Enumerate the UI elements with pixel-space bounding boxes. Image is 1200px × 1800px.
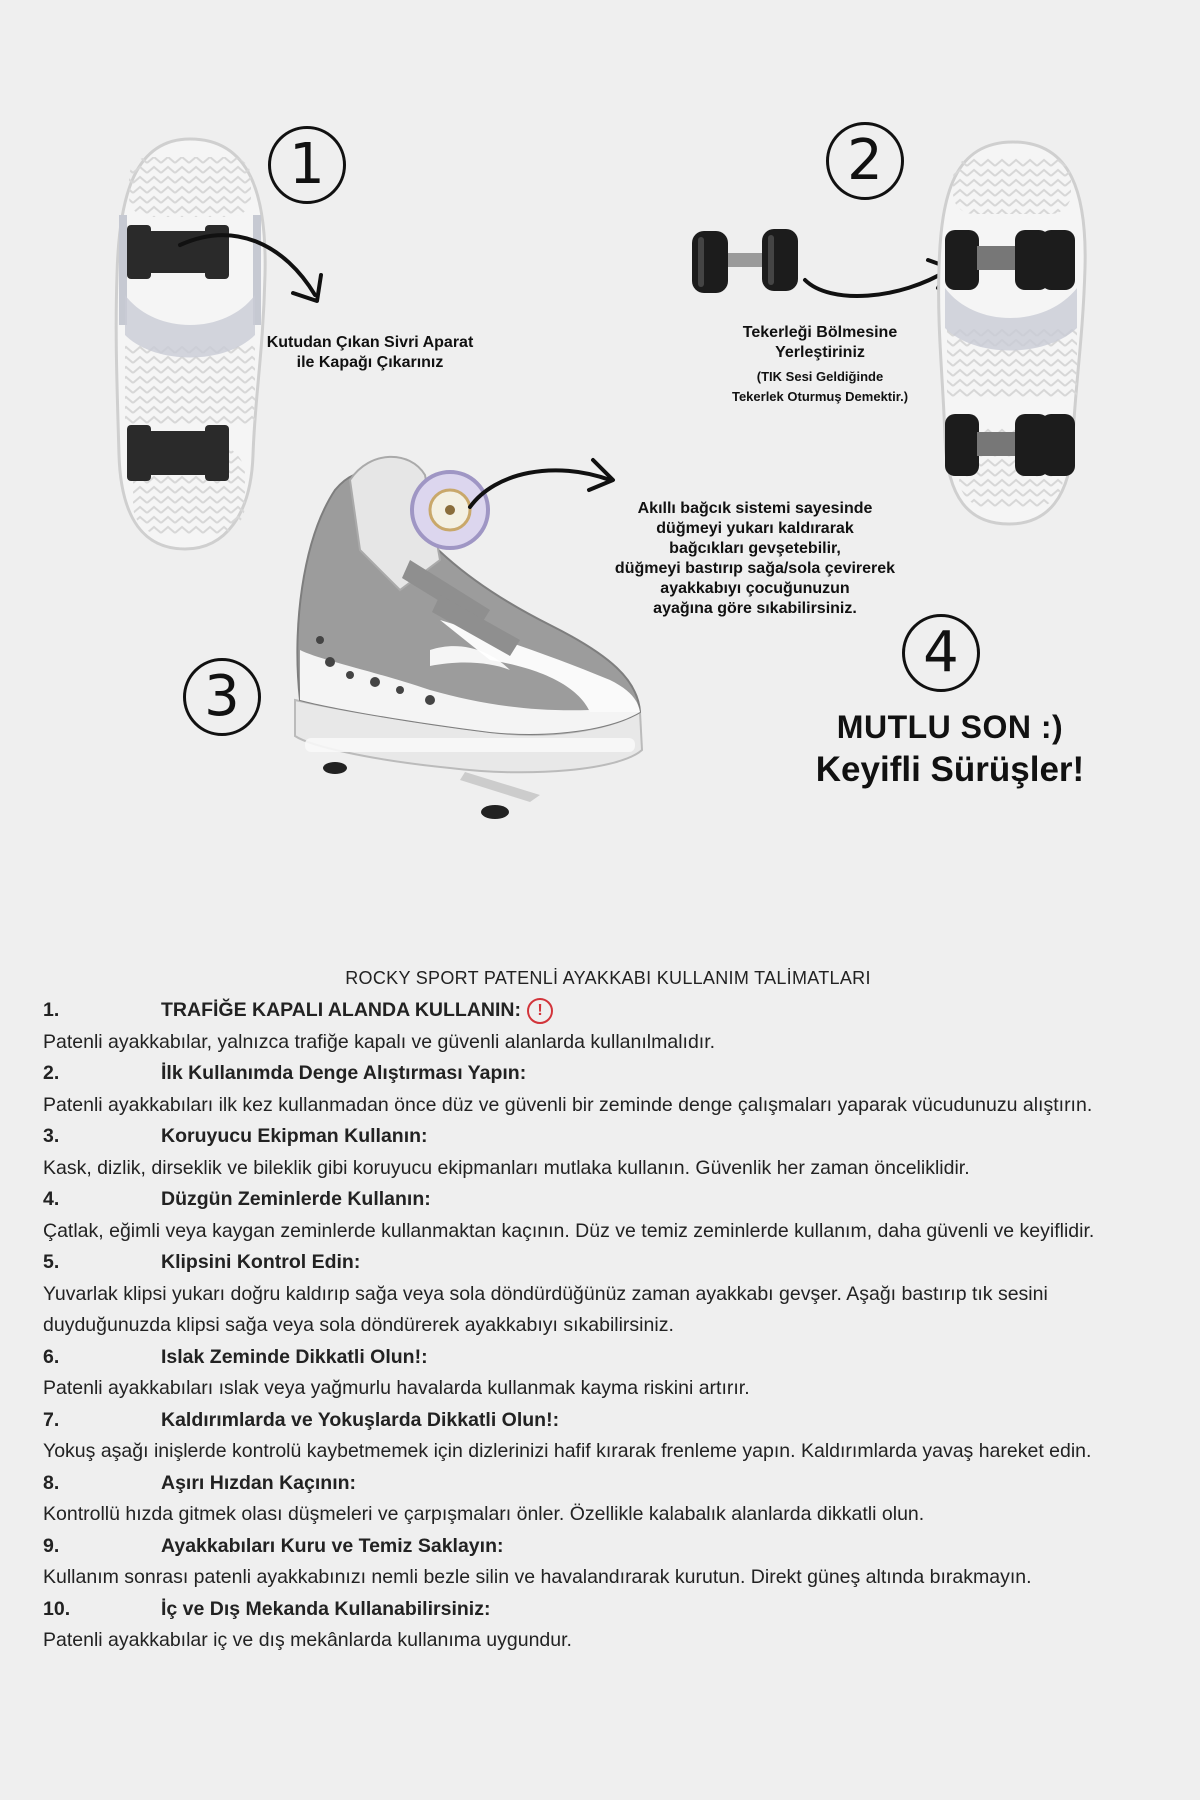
item-heading: Islak Zeminde Dikkatli Olun!:: [161, 1345, 428, 1368]
warning-icon: !: [527, 998, 553, 1024]
step-2-note: (TIK Sesi Geldiğinde Tekerlek Oturmuş Demektir.): [731, 369, 909, 404]
item-body: Patenli ayakkabılar, yalnızca trafiğe kapalı ve güvenli alanlarda kullanılmalıdır.: [43, 1030, 716, 1053]
item-heading: Ayakkabıları Kuru ve Temiz Saklayın:: [161, 1534, 504, 1557]
instruction-item: [43, 1342, 1173, 1405]
item-number: 7.: [43, 1408, 60, 1431]
happy-ending-text: MUTLU SON :) Keyifli Sürüşler!: [815, 709, 1085, 789]
item-heading: Aşırı Hızdan Kaçının:: [161, 1471, 357, 1494]
item-body: Patenli ayakkabıları ilk kez kullanmadan önce düz ve güvenli bir zeminde denge çalışmaları yaparak vücudunuzu alıştırın.: [43, 1093, 1093, 1116]
step-1-caption: Kutudan Çıkan Sivri Aparat ile Kapağı Çıkarınız: [266, 334, 474, 371]
instruction-item: [43, 1594, 1173, 1657]
item-number: 3.: [43, 1125, 60, 1147]
step-1-badge: 1: [268, 126, 346, 204]
item-body: Patenli ayakkabıları ıslak veya yağmurlu havalarda kullanmak kayma riskini artırır.: [43, 1377, 750, 1399]
item-heading: İç ve Dış Mekanda Kullanabilirsiniz:: [161, 1597, 491, 1620]
item-body: Kask, dizlik, dirseklik ve bileklik gibi koruyucu ekipmanları mutlaka kullanın. Güvenlik her zaman önceliklidir.: [43, 1156, 970, 1179]
step-3-badge: 3: [183, 658, 261, 736]
item-heading: Koruyucu Ekipman Kullanın:: [161, 1125, 428, 1147]
shoe-sole-with-wheels-icon: [925, 138, 1095, 528]
item-body: Patenli ayakkabılar iç ve dış mekânlarda kullanıma uygundur.: [43, 1629, 572, 1651]
step-4-badge: 4: [902, 614, 980, 692]
arrow-right-icon: [175, 225, 335, 315]
item-number: 10.: [43, 1597, 71, 1620]
item-body: Yuvarlak klipsi yukarı doğru kaldırıp sağa veya sola döndürdüğünüz zaman ayakkabı gevşer. Aşağı bastırıp tık sesini duyduğunuzda klipsi sağa veya sola döndürerek ayakkabıyı sıkabilirsiniz.: [43, 1282, 1048, 1336]
item-heading: Kaldırımlarda ve Yokuşlarda Dikkatli Olun!:: [161, 1408, 560, 1431]
step-2-caption: Tekerleği Bölmesine Yerleştiriniz: [742, 324, 898, 361]
instructions-title: ROCKY SPORT PATENLİ AYAKKABI KULLANIM TALİMATLARI: [345, 968, 871, 988]
wheel-axle-icon: [690, 225, 800, 297]
step-3-caption: Akıllı bağcık sistemi sayesinde düğmeyi yukarı kaldırarak bağcıkları gevşetebilir, düğmeyi bastırıp sağa/sola çevirerek ayakkabıyı çocuğunuzun ayağına göre sıkabilirsiniz.: [614, 500, 896, 617]
step-2-badge: 2: [826, 122, 904, 200]
item-number: 9.: [43, 1534, 60, 1557]
item-body: Çatlak, eğimli veya kaygan zeminlerde kullanmaktan kaçının. Düz ve temiz zeminlerde kullanım, daha güvenli ve keyiflidir.: [43, 1219, 1095, 1242]
item-heading: Düzgün Zeminlerde Kullanın:: [161, 1188, 431, 1210]
instruction-item: [43, 1184, 1173, 1247]
item-number: 8.: [43, 1471, 60, 1494]
item-number: 5.: [43, 1251, 60, 1273]
instructions-section: [43, 963, 1173, 1657]
item-body: Kullanım sonrası patenli ayakkabınızı nemli bezle silin ve havalandırarak kurutun. Direkt güneş altında bırakmayın.: [43, 1566, 1032, 1588]
instruction-item: [43, 1058, 1173, 1121]
item-number: 6.: [43, 1345, 60, 1368]
instruction-item: [43, 1121, 1173, 1184]
item-heading: Klipsini Kontrol Edin:: [161, 1251, 361, 1273]
instruction-item: [43, 1531, 1173, 1594]
instruction-item: [43, 1247, 1173, 1342]
instruction-item: [43, 1405, 1173, 1468]
item-heading: İlk Kullanımda Denge Alıştırması Yapın:: [161, 1062, 527, 1084]
item-heading: TRAFİĞE KAPALI ALANDA KULLANIN:: [161, 999, 521, 1021]
item-number: 1.: [43, 999, 60, 1021]
instruction-item: [43, 995, 1173, 1058]
item-body: Yokuş aşağı inişlerde kontrolü kaybetmemek için dizlerinizi hafif kırarak frenleme yapın. Kaldırımlarda yavaş hareket edin.: [43, 1440, 1092, 1462]
item-body: Kontrollü hızda gitmek olası düşmeleri ve çarpışmaları önler. Özellikle kalabalık alanlarda dikkatli olun.: [43, 1503, 925, 1525]
instruction-item: [43, 1468, 1173, 1531]
item-number: 4.: [43, 1188, 60, 1210]
item-number: 2.: [43, 1062, 60, 1084]
